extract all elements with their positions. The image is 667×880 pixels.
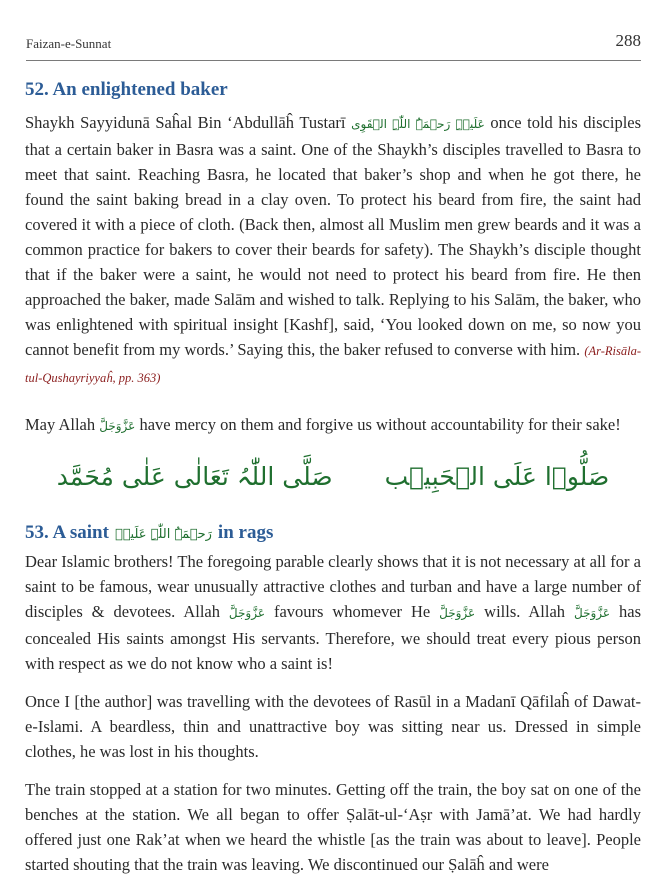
mercy-text: May Allah	[25, 414, 96, 434]
paragraph-text: once told his disciples that a certain baker in Basra was a saint. One of the Shaykh’s disciples travelled to Basra to meet that saint. Reaching Basra, he located that baker’s shop and when he got there, he found the saint baking bread in a clay oven. To protect his beard from fire, the saint had covered it with a piece of cloth. (Back then, almost all Muslim men grew beards and it was a common practice for bakers to cover their beards for safety). The Shaykh’s disciple thought that if the baker were a saint, he would not need to protect his beard from fire. He then approached the baker, made Salām and wished to talk. Replying to his Salām, the baker, who was enlightened with spiritual insight [Kashf], said, ‘You looked down on me, so now you cannot benefit from my words.’ Saying this, the baker refused to converse with him.	[25, 112, 642, 359]
page-header	[26, 24, 641, 61]
section-53-paragraph-2: Once I [the author] was travelling with the devotees of Rasūl in a Madanī Qāfilaĥ of Dawat-e-Islami. A beardless, thin and unattractive boy was sitting near us. Dressed in simple clothes, he was lost in his thoughts.	[25, 692, 641, 762]
paragraph-text: favours whomever He	[273, 602, 431, 622]
section-52-paragraph	[25, 110, 641, 391]
running-title: Faizan-e-Sunnat	[26, 36, 112, 51]
honorific-allah: عَزَّوَجَلَّ	[574, 606, 611, 621]
paragraph-text: has concealed His saints amongst His servants. Therefore, we should treat every pious person with respect as we do not know who a saint is!	[25, 602, 642, 674]
mercy-text: have mercy on them and forgive us without accountability for their sake!	[139, 414, 621, 434]
section-53-paragraph-1	[25, 549, 641, 676]
honorific-allah: عَزَّوَجَلَّ	[99, 418, 136, 433]
honorific-saint: رَحۡمَۃُ اللّٰہِ عَلَیۡہ	[114, 526, 212, 542]
section-53	[25, 521, 641, 878]
section-53-paragraph-3: The train stopped at a station for two minutes. Getting off the train, the boy sat on one of the benches at the station. We all began to offer Ṣalāt-ul-‘Aṣr with Jamā’at. We had hardly offered just one Rak’at when we heard the whistle [as the train was about to leave]. People started shouting that the train was leaving. We discontinued our Ṣalāĥ and were	[25, 780, 641, 875]
section-52-heading: 52. An enlightened baker	[25, 79, 228, 100]
citation: (Ar-Risāla-tul-Qushayriyyaĥ, pp. 363)	[25, 343, 641, 385]
salat-phrase-right: صَلُّوۡا عَلَی الۡحَبِیۡب	[384, 461, 610, 491]
heading-text: in rags	[217, 521, 274, 543]
paragraph-text: Shaykh Sayyidunā Saĥal Bin ‘Abdullāĥ Tustarī	[25, 112, 346, 132]
paragraph-text: wills. Allah	[484, 602, 566, 622]
section-52	[25, 78, 641, 439]
heading-text: 53. A saint	[25, 521, 109, 543]
salat-line	[25, 457, 641, 497]
honorific-allah: عَزَّوَجَلَّ	[439, 606, 476, 621]
honorific-allah: عَزَّوَجَلَّ	[228, 606, 266, 621]
page-content	[25, 78, 641, 877]
salat-phrase-left: صَلَّی اللّٰہُ تَعَالٰی عَلٰی مُحَمَّد	[56, 461, 333, 491]
section-53-heading	[25, 521, 641, 546]
paragraph-text: Dear Islamic brothers! The foregoing parable clearly shows that it is not necessary at all for a saint to be famous, wear unusually attractive clothes and turban and have a large number of disciples & devotees. Allah	[25, 552, 641, 622]
page-number: 288	[615, 31, 641, 50]
honorific-tustari: عَلَیۡہِ رَحۡمَۃُ اللّٰہِ الۡقَوِی	[351, 116, 485, 131]
mercy-line	[25, 412, 641, 439]
